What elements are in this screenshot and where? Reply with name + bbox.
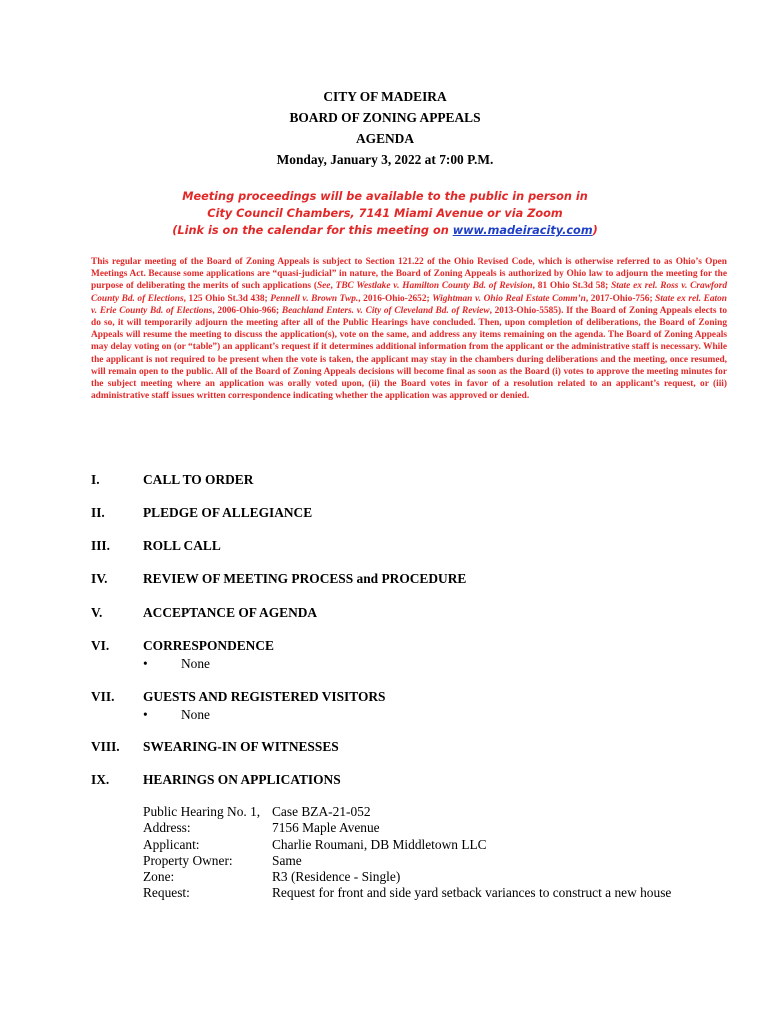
case-citation-3: Pennell v. Brown Twp. <box>270 293 359 304</box>
notice-line-1: Meeting proceedings will be available to the public in person in <box>182 190 588 203</box>
agenda-item-title: REVIEW OF MEETING PROCESS and PROCEDURE <box>143 571 467 586</box>
hearing-label: Public Hearing No. 1, <box>143 804 261 819</box>
agenda-item-title: PLEDGE OF ALLEGIANCE <box>143 505 313 520</box>
disclaimer-see: See <box>316 281 331 292</box>
agenda-item-number: IX. <box>91 772 110 787</box>
hearing-value: R3 (Residence - Single) <box>272 869 401 885</box>
case-citation-1: TBC Westlake v. Hamilton County Bd. of Revision <box>335 281 533 292</box>
hearing-label: Address: <box>143 820 191 836</box>
agenda-item-number: VI. <box>91 638 110 653</box>
agenda-item-number: III. <box>91 538 110 553</box>
agenda-item-title: SWEARING-IN OF WITNESSES <box>143 739 339 754</box>
board-name: BOARD OF ZONING APPEALS <box>289 110 481 125</box>
agenda-item-number: VIII. <box>91 739 120 754</box>
hearing-value: Same <box>272 852 302 868</box>
agenda-item-number: II. <box>91 505 105 520</box>
case-citation-6: Beachland Enters. v. City of Cleveland Bd. of Review <box>281 305 490 316</box>
notice-line-3-end: ) <box>592 224 598 237</box>
disclaimer-sep-4: , 2016-Ohio-2652; <box>358 293 433 304</box>
agenda-item-title: ROLL CALL <box>143 538 221 553</box>
agenda-header <box>0 86 770 170</box>
notice-line-2: City Council Chambers, 7141 Miami Avenue or via Zoom <box>207 207 563 220</box>
notice-line-3-start: (Link is on the calendar for this meeting on <box>172 224 453 237</box>
hearing-value: Request for front and side yard setback variances to construct a new house <box>272 885 672 901</box>
disclaimer-sep-3: , 125 Ohio St.3d 438; <box>183 293 271 304</box>
disclaimer-text-2: , 2013-Ohio-5585). If the Board of Zoning Appeals elects to do so, it will temporarily adjourn the meeting after all of the Public Hearings have concluded. Then, upon completion of deliberations, the Board of Zoning Appeals will resume the meeting to discuss the application(s), vote on the same, and address any items remaining on the agenda. The Board of Zoning Appeals may delay voting on (or “table”) an applicant’s request if it determines additional information from the applicant or the administrative staff is necessary. While the applicant is not required to be present when the vote is taken, the applicant may stay in the chambers during deliberations and the meeting, once resumed, will remain open to the public. All of the Board of Zoning Appeals decisions will become final as soon as the Board (i) votes to approve the meeting minutes for the subject meeting where an application was orally voted upon, (ii) the Board votes in favor of a resolution related to an applicant’s request, or (iii) administrative staff issues written correspondence indicating whether the application was approved or denied. <box>91 305 728 402</box>
website-link[interactable]: www.madeiracity.com <box>452 224 593 237</box>
disclaimer-sep-5: , 2017-Ohio-756; <box>585 293 656 304</box>
disclaimer-sep-6: , 2006-Ohio-966; <box>212 305 282 316</box>
agenda-item-number: I. <box>91 472 100 487</box>
disclaimer-text-1: This regular meeting of the Board of Zoning Appeals is subject to Section 121.22 of the Ohio Revised Code, which is otherwise referred to as Ohio’s Open Meetings Act. Because some applications are “quasi-judicial” in nature, the Board of Zoning Appeals is authorized by Ohio law to adjourn the meeting for the purpose of deliberating the merits of such applications ( <box>91 257 727 292</box>
disclaimer-sep-2: , 81 Ohio St.3d 58; <box>532 281 612 292</box>
open-meetings-disclaimer <box>91 256 727 402</box>
meeting-date: Monday, January 3, 2022 at 7:00 P.M. <box>276 152 494 167</box>
hearing-value: 7156 Maple Avenue <box>272 820 380 836</box>
agenda-item-title: CORRESPONDENCE <box>143 638 274 653</box>
bullet-icon: • <box>143 707 148 722</box>
hearing-value: Charlie Roumani, DB Middletown LLC <box>272 836 487 852</box>
hearing-label: Property Owner: <box>143 852 233 868</box>
case-citation-4: Wightman v. Ohio Real Estate Comm’n <box>432 293 586 304</box>
hearing-label: Zone: <box>143 869 175 885</box>
agenda-item-title: ACCEPTANCE OF AGENDA <box>143 605 318 620</box>
agenda-item-number: V. <box>91 605 103 620</box>
hearing-value: Case BZA-21-052 <box>272 804 371 819</box>
notice-line-3 <box>0 222 770 239</box>
agenda-item-title: CALL TO ORDER <box>143 472 254 487</box>
case-citation-2: State ex rel. Ross v. Crawford County Bd. of Elections <box>91 281 728 304</box>
correspondence-none: None <box>181 656 211 671</box>
disclaimer-sep-1: , <box>330 281 336 292</box>
visitors-none: None <box>181 707 211 722</box>
hearing-label: Applicant: <box>143 836 200 852</box>
document-title: AGENDA <box>355 131 415 146</box>
agenda-item-number: VII. <box>91 689 115 704</box>
hearing-label: Request: <box>143 885 190 901</box>
bullet-icon: • <box>143 656 148 671</box>
agenda-item-title: HEARINGS ON APPLICATIONS <box>143 772 341 787</box>
meeting-notice <box>0 188 770 239</box>
agenda-item-number: IV. <box>91 571 108 586</box>
agenda-item-title: GUESTS AND REGISTERED VISITORS <box>143 689 386 704</box>
city-name: CITY OF MADEIRA <box>323 89 447 104</box>
case-citation-5: State ex rel. Eaton v. Erie County Bd. of Elections <box>91 293 727 316</box>
